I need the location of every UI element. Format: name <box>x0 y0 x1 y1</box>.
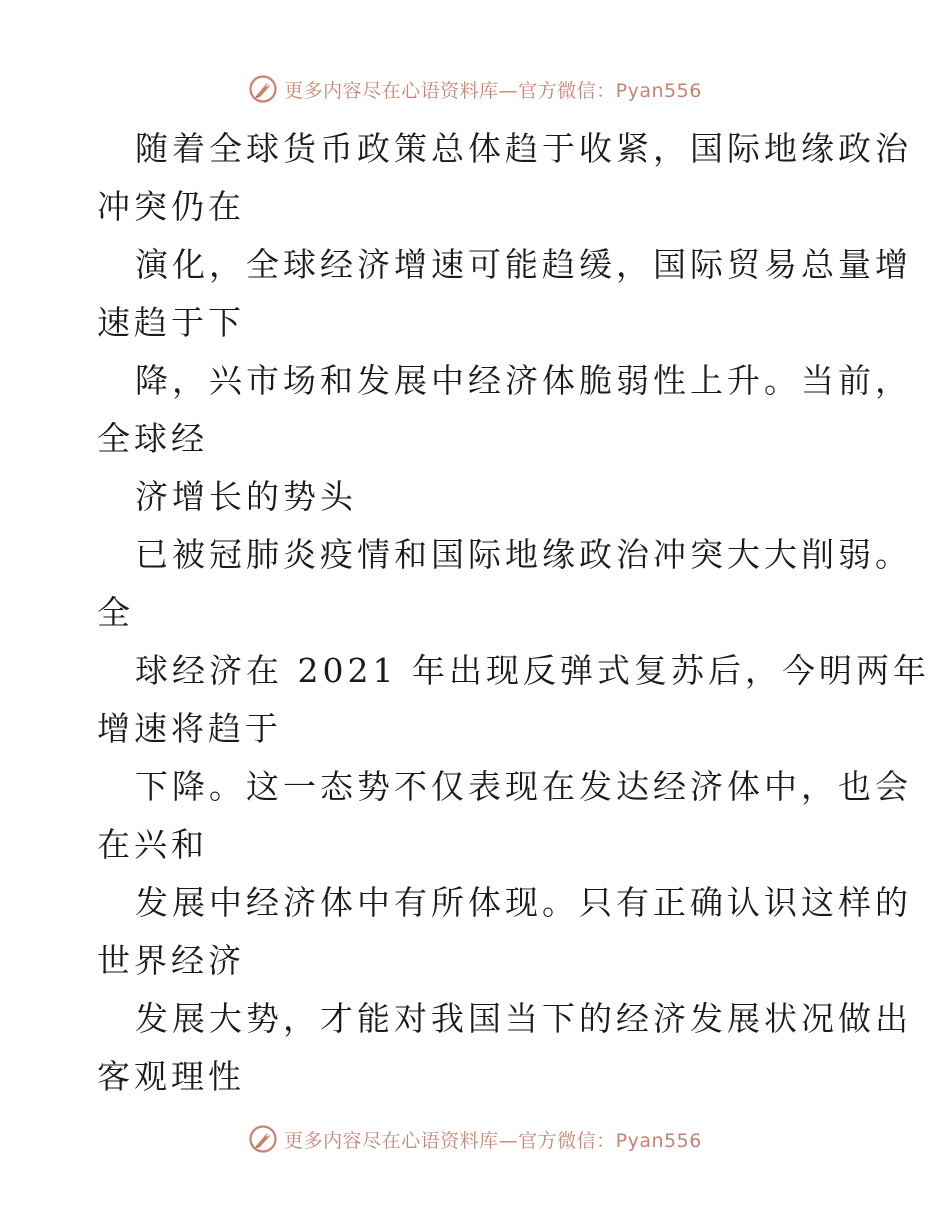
text-line: 增速将趋于 <box>97 709 282 748</box>
document-body <box>97 120 930 1106</box>
watermark-text: 更多内容尽在心语资料库—官方微信：Pyan556 <box>284 1129 702 1152</box>
header-watermark <box>0 72 950 106</box>
text-line: 下降。这一态势不仅表现在发达经济体中，也会 <box>135 767 912 806</box>
text-line: 演化，全球经济增速可能趋缓，国际贸易总量增 <box>135 245 912 284</box>
text-line: 球经济在 2021 年出现反弹式复苏后，今明两年 <box>135 651 930 690</box>
text-line: 速趋于下 <box>97 303 245 342</box>
footer-watermark <box>0 1122 950 1156</box>
text-line: 冲突仍在 <box>97 187 245 226</box>
watermark-text: 更多内容尽在心语资料库—官方微信：Pyan556 <box>284 79 702 102</box>
text-line: 发展中经济体中有所体现。只有正确认识这样的 <box>135 883 912 922</box>
text-line: 济增长的势头 <box>135 477 357 516</box>
pen-nib-icon <box>248 1124 278 1154</box>
text-line: 全 <box>97 593 134 632</box>
text-line: 已被冠肺炎疫情和国际地缘政治冲突大大削弱。 <box>135 535 912 574</box>
text-line: 随着全球货币政策总体趋于收紧，国际地缘政治 <box>135 129 912 168</box>
pen-nib-icon <box>248 74 278 104</box>
text-line: 世界经济 <box>97 941 245 980</box>
text-line: 降，兴市场和发展中经济体脆弱性上升。当前， <box>135 361 912 400</box>
text-line: 客观理性 <box>97 1057 245 1096</box>
text-line: 在兴和 <box>97 825 208 864</box>
text-line: 全球经 <box>97 419 208 458</box>
text-line: 发展大势，才能对我国当下的经济发展状况做出 <box>135 999 912 1038</box>
